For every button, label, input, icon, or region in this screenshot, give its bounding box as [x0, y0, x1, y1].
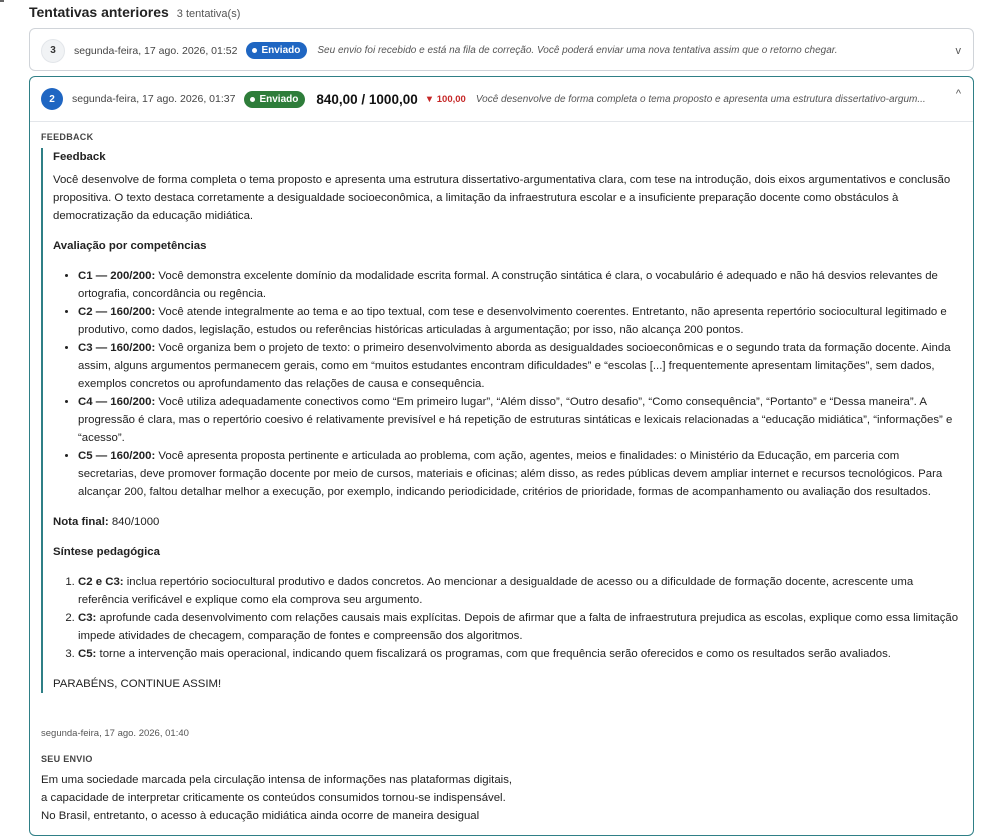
- list-item: [78, 609, 961, 645]
- score-delta: ▼ 100,00: [424, 93, 466, 105]
- synthesis-text: inclua repertório sociocultural produtivo e dados concretos. Ao mencionar a desigualdade de acesso ou a dificuldade de formação docente, acrescente uma referência verificável e explique como ela comprova seu argumento.: [78, 576, 914, 606]
- attempt-number: 2: [41, 88, 63, 110]
- final-grade: [53, 513, 961, 531]
- list-item: [78, 339, 961, 393]
- list-item: [78, 303, 961, 339]
- feedback-content: [41, 148, 961, 693]
- attempt-message: Seu envio foi recebido e está na fila de correção. Você poderá enviar uma nova tentativa assim que o retorno chegar.: [317, 45, 838, 56]
- list-item: [78, 573, 961, 609]
- competency-label: C3 — 160/200:: [78, 342, 156, 354]
- status-label: Enviado: [259, 93, 299, 105]
- list-item: [78, 267, 961, 303]
- attempt-row-3[interactable]: [30, 29, 973, 72]
- synthesis-list: [53, 573, 961, 663]
- competency-text: Você organiza bem o projeto de texto: o primeiro desenvolvimento aborda as desigualdades socioeconômicas e o segundo trata da formação docente. Ainda assim, alguns argumentos permanecem gerais, como em “muitos estudantes encontram dificuldades” e “escolas [...] frequentemente apresentam limitações”, sem dados, exemplos concretos ou aprofundamento das relações de causa e consequência.: [78, 342, 951, 390]
- competency-label: C4 — 160/200:: [78, 396, 156, 408]
- competency-label: C5 — 160/200:: [78, 450, 156, 462]
- chevron-up-icon[interactable]: ^: [955, 88, 961, 100]
- status-dot-icon: [250, 97, 255, 102]
- submission-line: Em uma sociedade marcada pela circulação intensa de informações nas plataformas digitais,: [41, 774, 513, 786]
- submission-text: [41, 771, 601, 825]
- attempt-date: segunda-feira, 17 ago. 2026, 01:37: [72, 93, 236, 105]
- synthesis-title: Síntese pedagógica: [53, 546, 160, 558]
- competency-text: Você demonstra excelente domínio da modalidade escrita formal. A construção sintática é clara, o vocabulário é adequado e não há desvios relevantes de ortografia, concordância ou regência.: [78, 270, 938, 300]
- status-badge: [244, 91, 305, 108]
- attempt-number: 3: [41, 39, 65, 63]
- attempts-count: 3 tentativa(s): [176, 8, 241, 20]
- status-dot-icon: [252, 48, 257, 53]
- submission-line: a capacidade de interpretar criticamente os conteúdos consumidos tornou-se indispensável.: [41, 792, 506, 804]
- competency-text: Você apresenta proposta pertinente e articulada ao problema, com ação, agentes, meios e finalidades: o Ministério da Educação, em parceria com secretarias, deve promover formação docente por meio de cursos, materiais e oficinas; além disso, as redes públicas devem ampliar internet e recursos tecnológicos. Para alcançar 200, faltou detalhar melhor a execução, por exemplo, indicando periodicidade, critérios de prioridade, formas de acompanhamento ou avaliação dos resultados.: [78, 450, 943, 498]
- synthesis-label: C5:: [78, 648, 97, 660]
- final-grade-label: Nota final:: [53, 516, 109, 528]
- competency-label: C2 — 160/200:: [78, 306, 156, 318]
- synthesis-text: torne a intervenção mais operacional, indicando quem fiscalizará os programas, com que frequência serão oferecidos e como os resultados serão avaliados.: [96, 648, 891, 660]
- window-corner: [0, 0, 4, 2]
- chevron-down-icon[interactable]: v: [955, 45, 961, 57]
- attempts-header: [29, 4, 240, 20]
- submission-line: No Brasil, entretanto, o acesso à educação midiática ainda ocorre de maneira desigual: [41, 810, 480, 822]
- feedback-heading: Feedback: [53, 151, 106, 163]
- feedback-label: FEEDBACK: [41, 132, 94, 142]
- synthesis-text: aprofunde cada desenvolvimento com relações causais mais explícitas. Depois de afirmar que a falta de infraestrutura prejudica as escolas, explique como essa limitação impede atividades de checagem, comparação de fontes e compreensão dos algoritmos.: [78, 612, 959, 642]
- attempt-score: 840,00 / 1000,00: [316, 91, 418, 107]
- list-item: [78, 447, 961, 501]
- status-badge: [246, 42, 307, 59]
- synthesis-label: C3:: [78, 612, 97, 624]
- attempt-card-3[interactable]: [29, 28, 974, 71]
- attempt-message: Você desenvolve de forma completa o tema proposto e apresenta uma estrutura dissertativo-argum...: [475, 93, 926, 105]
- competency-text: Você atende integralmente ao tema e ao tipo textual, com tese e desenvolvimento coerentes. Entretanto, não apresenta repertório sociocultural legitimado e produtivo, como dados, legislação, estudos ou referências históricas articuladas à argumentação; por isso, não alcança 200 pontos.: [78, 306, 947, 336]
- attempt-row-2[interactable]: [30, 77, 973, 121]
- list-item: [78, 393, 961, 447]
- competency-label: C1 — 200/200:: [78, 270, 156, 282]
- attempt-card-2: [29, 76, 974, 836]
- divider: [30, 121, 973, 122]
- status-label: Enviado: [261, 45, 301, 56]
- submission-label: SEU ENVIO: [41, 754, 93, 764]
- list-item: [78, 645, 961, 663]
- attempts-title: Tentativas anteriores: [29, 4, 169, 20]
- feedback-intro: Você desenvolve de forma completa o tema proposto e apresenta uma estrutura dissertativo-argumentativa clara, com tese na introdução, dois eixos argumentativos e conclusão propositiva. O texto destaca corretamente a desigualdade socioeconômica, a limitação da infraestrutura escolar e a insuficiente preparação docente como obstáculos à democratização da educação midiática.: [53, 174, 951, 222]
- attempt-date: segunda-feira, 17 ago. 2026, 01:52: [74, 44, 238, 57]
- competency-text: Você utiliza adequadamente conectivos como “Em primeiro lugar”, “Além disso”, “Outro desafio”, “Como consequência”, “Portanto” e “Dessa maneira”. A progressão é clara, mas o repertório coesivo é relativamente previsível e há repetição de estruturas sintáticas e lexicais relacionadas a “educação midiática”, “informações” e “acesso”.: [78, 396, 953, 444]
- closing-message: PARABÉNS, CONTINUE ASSIM!: [53, 678, 222, 690]
- final-grade-value: 840/1000: [108, 516, 160, 528]
- feedback-date: segunda-feira, 17 ago. 2026, 01:40: [41, 728, 189, 739]
- competencies-title: Avaliação por competências: [53, 240, 207, 252]
- synthesis-label: C2 e C3:: [78, 576, 124, 588]
- competencies-list: [53, 267, 961, 501]
